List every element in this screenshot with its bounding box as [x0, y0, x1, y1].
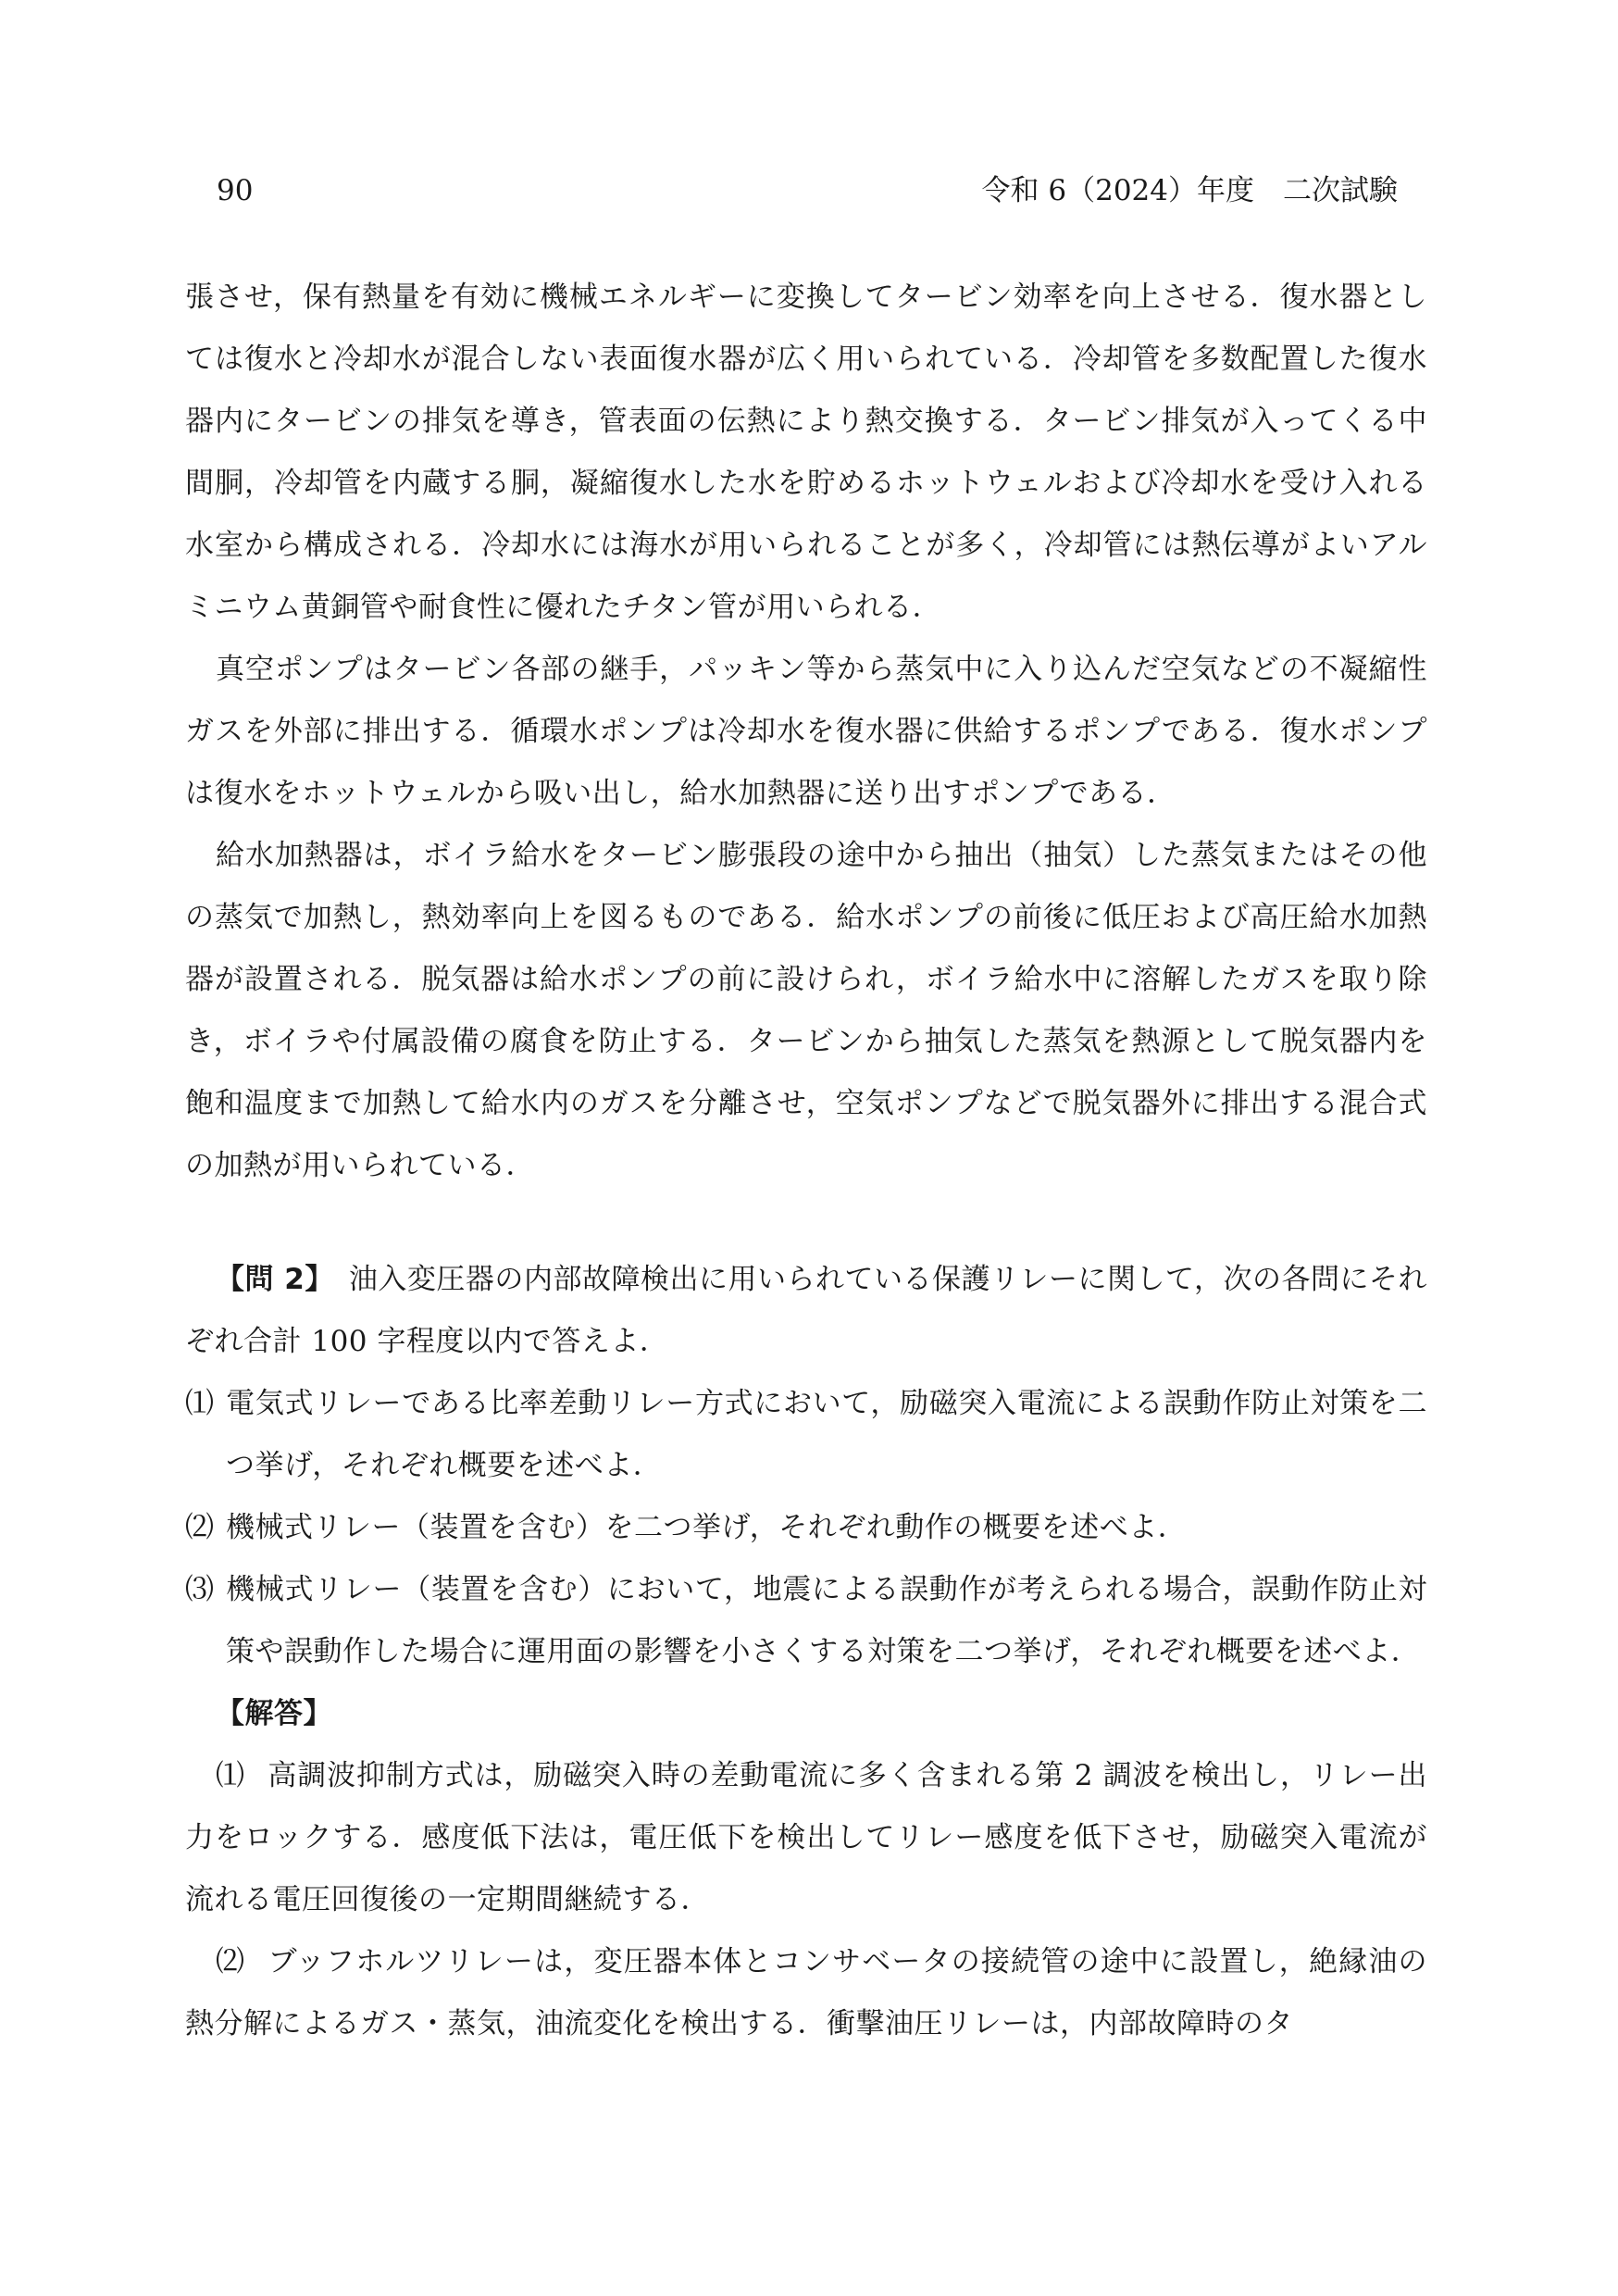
question-item-text: 機械式リレー（装置を含む）において，地震による誤動作が考えられる場合，誤動作防止対策や誤動作した場合に運用面の影響を小さくする対策を二つ挙げ，それぞれ概要を述べよ．	[226, 1573, 1427, 1668]
question-heading: 【問 2】	[216, 1263, 320, 1296]
answer-item-text: 高調波抑制方式は，励磁突入時の差動電流に多く含まれる第 2 調波を検出し，リレー出力をロックする．感度低下法は，電圧低下を検出してリレー感度を低下させ，励磁突入電流が流れる電圧回復後の一定期間継続する．	[185, 1759, 1427, 1916]
answer-item	[185, 1931, 1427, 2055]
question-intro	[185, 1249, 1427, 1373]
answer-item-marker: ⑵	[216, 1945, 245, 1978]
paragraph-vacuum-pump: 真空ポンプはタービン各部の継手，パッキン等から蒸気中に入り込んだ空気などの不凝縮性ガスを外部に排出する．循環水ポンプは冷却水を復水器に供給するポンプである．復水ポンプは復水をホットウェルから吸い出し，給水加熱器に送り出すポンプである．	[185, 653, 1427, 810]
answer-heading: 【解答】	[216, 1697, 332, 1730]
answer-item-marker: ⑴	[216, 1759, 245, 1792]
document-body	[185, 267, 1427, 2055]
question-item-text: 電気式リレーである比率差動リレー方式において，励磁突入電流による誤動作防止対策を二つ挙げ，それぞれ概要を述べよ．	[226, 1387, 1427, 1482]
question-item	[185, 1373, 1427, 1497]
paragraph-feedwater-heater: 給水加熱器は，ボイラ給水をタービン膨張段の途中から抽出（抽気）した蒸気またはその他の蒸気で加熱し，熱効率向上を図るものである．給水ポンプの前後に低圧および高圧給水加熱器が設置される．脱気器は給水ポンプの前に設けられ，ボイラ給水中に溶解したガスを取り除き，ボイラや付属設備の腐食を防止する．タービンから抽気した蒸気を熱源として脱気器内を飽和温度まで加熱して給水内のガスを分離させ，空気ポンプなどで脱気器外に排出する混合式の加熱が用いられている．	[185, 839, 1427, 1182]
question-item-marker: ⑴	[185, 1387, 215, 1420]
paragraph-condenser: 張させ，保有熱量を有効に機械エネルギーに変換してタービン効率を向上させる．復水器としては復水と冷却水が混合しない表面復水器が広く用いられている．冷却管を多数配置した復水器内にタービンの排気を導き，管表面の伝熱により熱交換する．タービン排気が入ってくる中間胴，冷却管を内蔵する胴，凝縮復水した水を貯めるホットウェルおよび冷却水を受け入れる水室から構成される．冷却水には海水が用いられることが多く，冷却管には熱伝導がよいアルミニウム黄銅管や耐食性に優れたチタン管が用いられる．	[185, 281, 1427, 624]
question-item	[185, 1497, 1427, 1559]
question-intro-text: 油入変圧器の内部故障検出に用いられている保護リレーに関して，次の各問にそれぞれ合計 100 字程度以内で答えよ．	[185, 1263, 1427, 1358]
question-item-text: 機械式リレー（装置を含む）を二つ挙げ，それぞれ動作の概要を述べよ．	[226, 1511, 1188, 1544]
page-number: 90	[217, 174, 254, 207]
answer-item-text: ブッフホルツリレーは，変圧器本体とコンサベータの接続管の途中に設置し，絶縁油の熱分解によるガス・蒸気，油流変化を検出する．衝撃油圧リレーは，内部故障時のタ	[185, 1945, 1427, 2040]
question-item-marker: ⑶	[185, 1573, 215, 1606]
question-item-marker: ⑵	[185, 1511, 215, 1544]
answer-item	[185, 1745, 1427, 1931]
running-header: 令和 6（2024）年度 二次試験	[981, 174, 1398, 207]
question-item	[185, 1559, 1427, 1683]
